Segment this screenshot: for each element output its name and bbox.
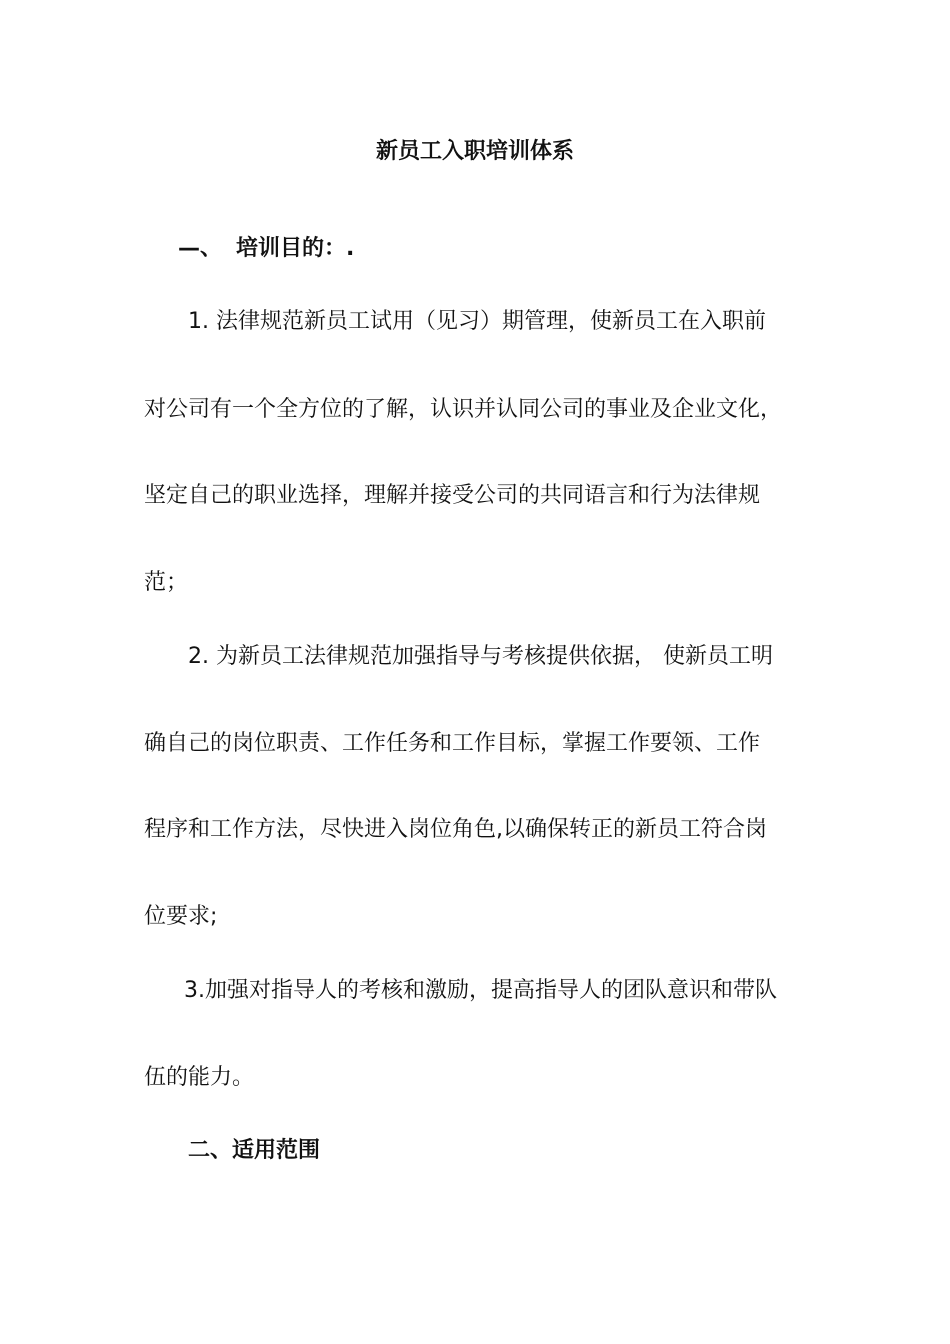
paragraph-2-line-3: 程序和工作方法，尽快进入岗位角色,以确保转正的新员工符合岗 <box>144 817 767 842</box>
paragraph-3-line-2: 伍的能力。 <box>144 1065 255 1090</box>
paragraph-1-line-4: 范； <box>144 570 189 595</box>
section-1-number: —、 <box>178 236 223 261</box>
section-1-heading-text: 培训目的：. <box>236 236 355 261</box>
section-2-heading: 二、适用范围 <box>188 1138 321 1163</box>
paragraph-2-line-4: 位要求; <box>144 904 218 929</box>
section-1-heading <box>178 234 354 264</box>
document-title: 新员工入职培训体系 <box>375 139 574 164</box>
paragraph-1-line-2: 对公司有一个全方位的了解，认识并认同公司的事业及企业文化， <box>144 397 783 422</box>
paragraph-1-line-3: 坚定自己的职业选择，理解并接受公司的共同语言和行为法律规 <box>144 483 761 508</box>
paragraph-3-line-1: 3.加强对指导人的考核和激励，提高指导人的团队意识和带队 <box>184 978 777 1003</box>
paragraph-2-line-2: 确自己的岗位职责、工作任务和工作目标，掌握工作要领、工作 <box>144 731 761 756</box>
paragraph-1-line-1: 1. 法律规范新员工试用（见习）期管理，使新员工在入职前 <box>188 309 766 334</box>
paragraph-2-line-1: 2. 为新员工法律规范加强指导与考核提供依据， 使新员工明 <box>188 644 773 669</box>
